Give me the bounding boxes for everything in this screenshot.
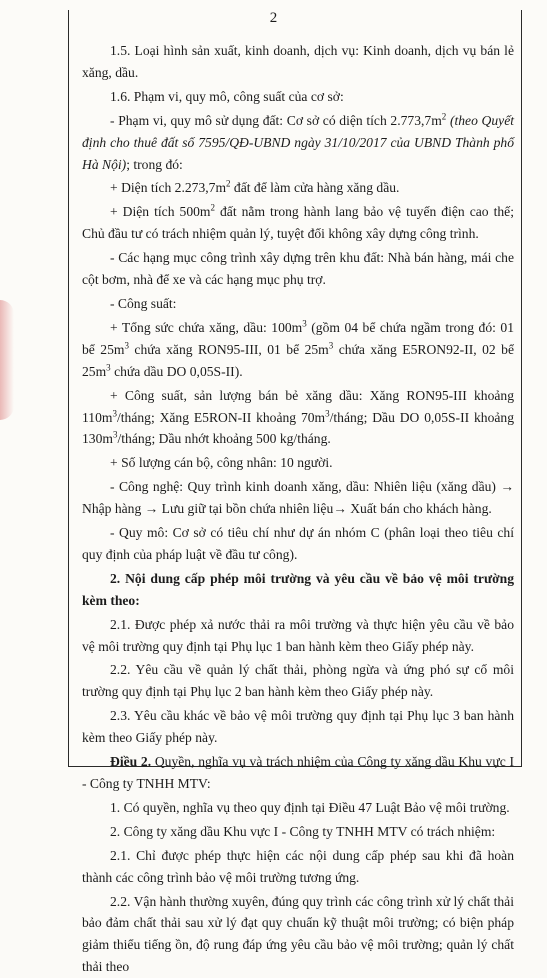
paragraph: 1.5. Loại hình sản xuất, kinh doanh, dịch vụ: Kinh doanh, dịch vụ bán lẻ xăng, dầu. [82,43,514,80]
paragraph: - Công suất: [110,295,177,311]
paragraph: - Các hạng mục công trình xây dựng trên khu đất: Nhà bán hàng, mái che cột bơm, nhà để xe và các hạng mục phụ trợ. [82,250,514,288]
section-heading: 2. Nội dung cấp phép môi trường và yêu cầu về bảo vệ môi trường kèm theo: [82,570,514,608]
paragraph: - Quy mô: Cơ sở có tiêu chí như dự án nhóm C (phân loại theo tiêu chí quy định của pháp luật về đầu tư công). [82,525,514,562]
article-heading: Điều 2. Quyền, nghĩa vụ và trách nhiệm của Công ty xăng dầu Khu vực I - Công ty TNHH MTV: [82,754,514,791]
paragraph: 2.1. Chỉ được phép thực hiện các nội dung cấp phép sau khi đã hoàn thành các công trình bảo vệ môi trường tương ứng. [82,847,514,885]
paragraph: 2.1. Được phép xả nước thải ra môi trường và thực hiện yêu cầu về bảo vệ môi trường quy định tại Phụ lục 1 ban hành kèm theo Giấy phép này. [82,616,514,654]
paragraph: 2.2. Yêu cầu về quản lý chất thải, phòng ngừa và ứng phó sự cố môi trường quy định tại Phụ lục 2 ban hành kèm theo Giấy phép này. [82,662,514,700]
paragraph: - Phạm vi, quy mô sử dụng đất: Cơ sở có diện tích $2.773,7m^2$ (theo Quyết định cho thuê đất số 7595/QĐ-UBND ngày 31/10/2017 của UBND Thành phố Hà Nội); trong đó: [82,111,515,172]
paragraph: + Công suất, sản lượng bán bẻ xăng dầu: Xăng RON95-III khoảng $110m^3$/tháng; Xăng E5RON-II khoảng $70m^3$/tháng; Dầu DO 0,05S-II khoảng $130m^3$/tháng; Dầu nhớt khoảng 500 kg/tháng. [82,387,514,447]
paragraph: + Tổng sức chứa xăng, dầu: $100m^3$ (gồm 04 bể chứa ngầm trong đó: 01 bể $25m^3$ chứa xăng RON95-III, 01 bể $25m^3$ chứa xăng E5RON92-II, 02 bể $25m^3$ chứa dầu DO 0,05S-II). [82,318,514,379]
stamp-mark [0,300,14,420]
paragraph: - Công nghệ: Quy trình kinh doanh xăng, dầu: Nhiên liệu (xăng dầu) → Nhập hàng → Lưu giữ tại bồn chứa nhiên liệu→ Xuất bán cho khách hàng. [82,479,514,517]
paragraph: 2. Công ty xăng dầu Khu vực I - Công ty TNHH MTV có trách nhiệm: [110,823,496,839]
document-body [82,40,514,978]
paragraph: + Diện tích $500m^2$ đất nằm trong hành lang bảo vệ tuyến điện cao thế; Chủ đầu tư có trách nhiệm quản lý, tuyệt đối không xây dựng công trình. [82,202,514,242]
paragraph: 1. Có quyền, nghĩa vụ theo quy định tại Điều 47 Luật Bảo vệ môi trường. [110,799,510,815]
paragraph: 2.2. Vận hành thường xuyên, đúng quy trình các công trình xử lý chất thải bảo đảm chất thải sau xử lý đạt quy chuẩn kỹ thuật môi trường; có biện pháp giảm thiểu tiếng ồn, độ rung đáp ứng yêu cầu bảo vệ môi trường; quản lý chất thải theo [82,893,514,975]
paragraph: + Số lượng cán bộ, công nhân: 10 người. [110,455,333,471]
paragraph: 2.3. Yêu cầu khác về bảo vệ môi trường quy định tại Phụ lục 3 ban hành kèm theo Giấy phép này. [82,708,514,746]
paragraph: 1.6. Phạm vi, quy mô, công suất của cơ sở: [110,88,344,104]
paragraph: + Diện tích $2.273,7m^2$ đất để làm cửa hàng xăng dầu. [110,178,400,196]
page-number: 2 [269,10,278,26]
